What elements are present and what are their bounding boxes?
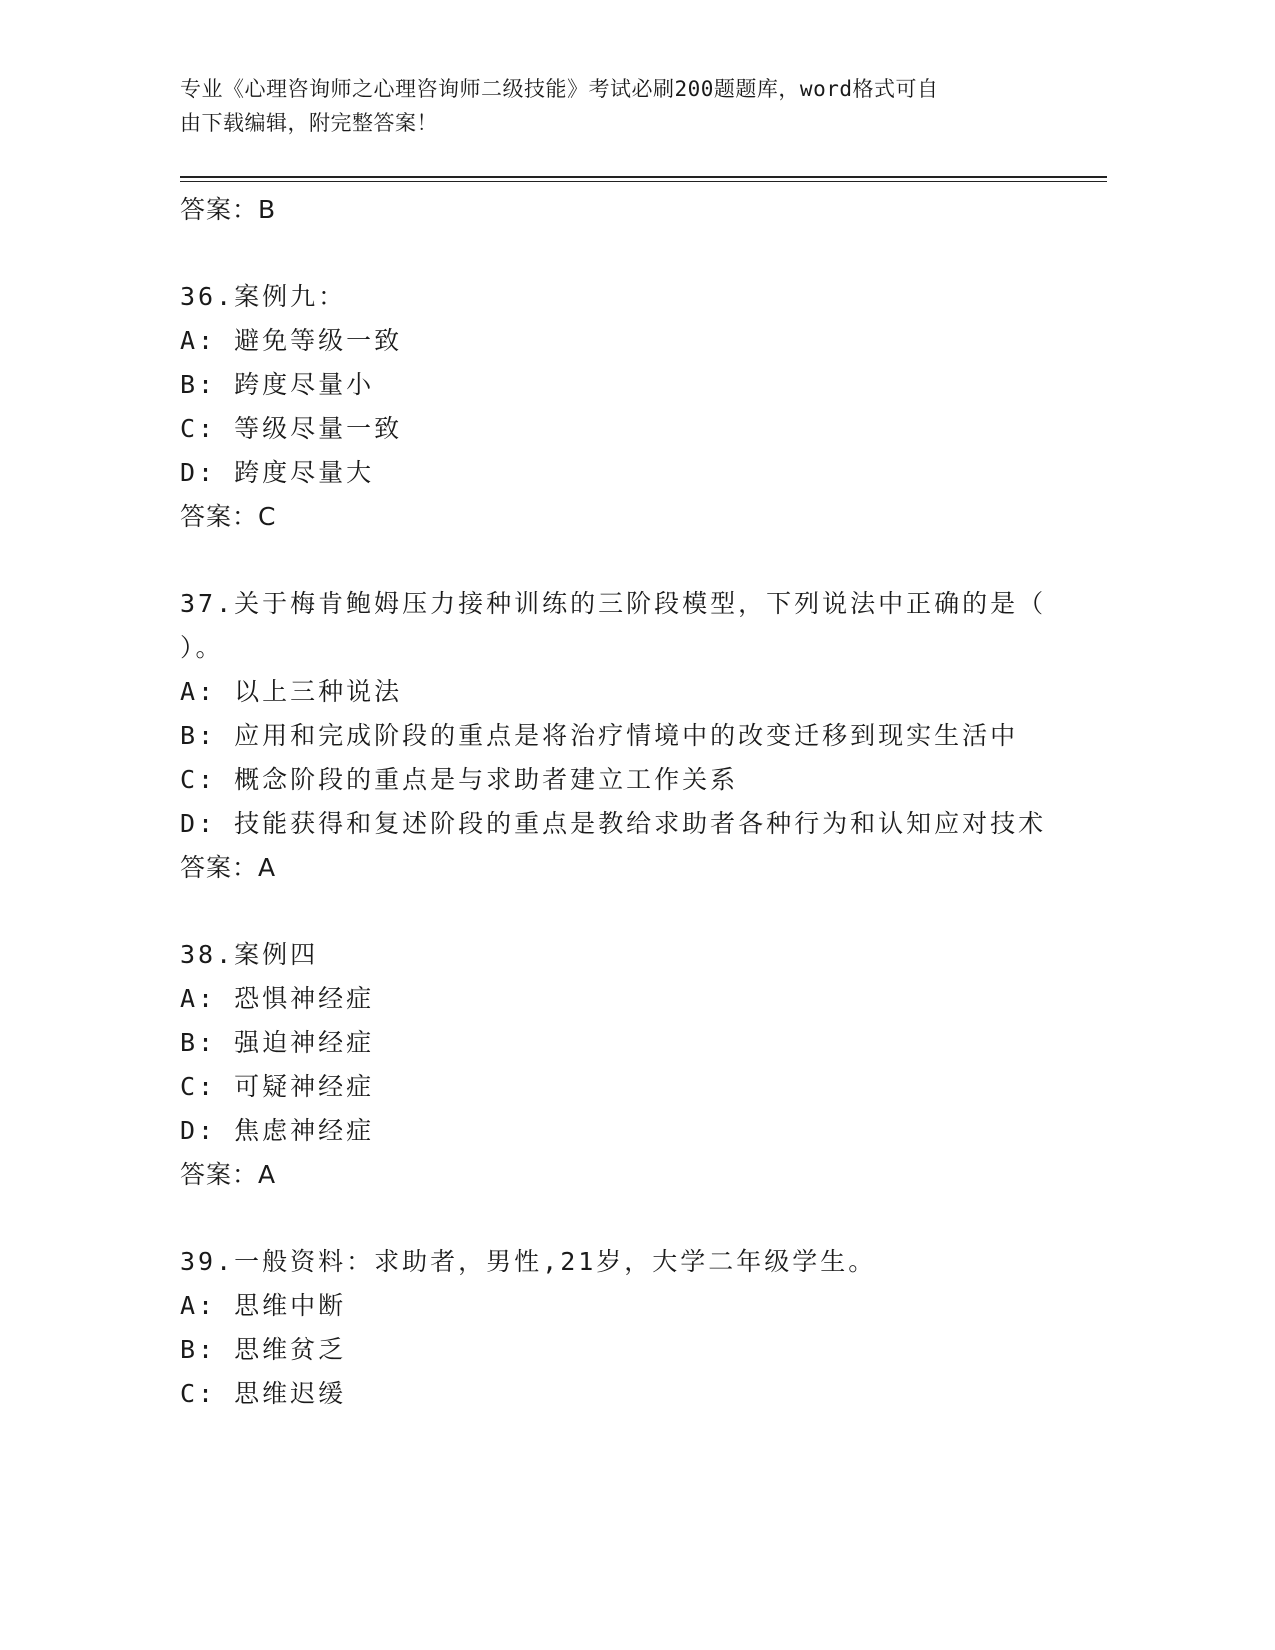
- question-title: 37.关于梅肯鲍姆压力接种训练的三阶段模型，下列说法中正确的是（: [180, 589, 1047, 618]
- header-rule-thin: [180, 181, 1107, 182]
- option-c: C: 概念阶段的重点是与求助者建立工作关系: [180, 765, 739, 794]
- answer-35: 答案：B: [180, 195, 277, 224]
- question-37: [180, 582, 1080, 890]
- option-a: A: 恐惧神经症: [180, 984, 375, 1013]
- question-title: 36.案例九：: [180, 282, 347, 311]
- header-line-2: 由下载编辑，附完整答案！: [180, 111, 438, 135]
- option-d: D: 焦虑神经症: [180, 1116, 375, 1145]
- option-b: B: 跨度尽量小: [180, 370, 375, 399]
- question-title-continued: ）。: [180, 633, 224, 662]
- option-c: C: 可疑神经症: [180, 1072, 375, 1101]
- answer: 答案：A: [180, 853, 277, 882]
- option-c: C: 等级尽量一致: [180, 414, 403, 443]
- option-d: D: 技能获得和复述阶段的重点是教给求助者各种行为和认知应对技术: [180, 809, 1047, 838]
- option-a: A: 以上三种说法: [180, 677, 403, 706]
- option-d: D: 跨度尽量大: [180, 458, 375, 487]
- question-39: [180, 1240, 1080, 1416]
- header-line-1: 专业《心理咨询师之心理咨询师二级技能》考试必刷200题题库，word格式可自: [180, 77, 939, 101]
- document-header: [180, 72, 1080, 140]
- answer: 答案：C: [180, 502, 277, 531]
- option-c: C: 思维迟缓: [180, 1379, 347, 1408]
- option-b: B: 应用和完成阶段的重点是将治疗情境中的改变迁移到现实生活中: [180, 721, 1019, 750]
- option-b: B: 强迫神经症: [180, 1028, 375, 1057]
- header-rule-thick: [180, 176, 1107, 178]
- option-b: B: 思维贫乏: [180, 1335, 347, 1364]
- question-title: 39.一般资料：求助者，男性,21岁，大学二年级学生。: [180, 1247, 877, 1276]
- question-list: [180, 188, 1080, 1416]
- answer: 答案：A: [180, 1160, 277, 1189]
- question-36: [180, 275, 1080, 539]
- option-a: A: 避免等级一致: [180, 326, 403, 355]
- question-38: [180, 933, 1080, 1197]
- question-title: 38.案例四: [180, 940, 319, 969]
- option-a: A: 思维中断: [180, 1291, 347, 1320]
